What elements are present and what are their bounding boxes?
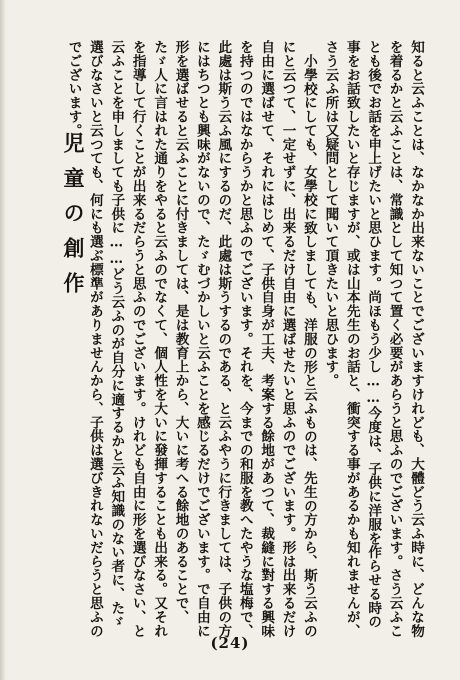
paragraph-1: 知ると云ふことは、なかなか出来ないことでございますけれども、大體どう云ふ時に、どんな物を着るかと云ふことは、常識として知つて置く必要があらうと思ふのでございます。さう云ふことも後でお話を申上げたいと思ひます。尚ほもう少し……今度は、子供に洋服を作らせる時の事をお話致したいと存じますが、或は山本先生のお話と、衝突する事があるかも知れませんが、さう云ふ所は又疑問として聞いて頂きたいと思ひます。 — [322, 40, 424, 638]
page-edge-shadow — [0, 0, 6, 680]
body-text — [62, 40, 426, 638]
paragraph-2: 小學校にしても、女學校に致しましても、洋服の形と云ふものは、先生の方から、斯う云ふのにと云つて、一定せずに、出来るだけ自由に選ばせたいと思ふのでございます。形は出来るだけ自由に選ばせて、それにはじめて、子供自身が工夫、考案する餘地があつて、裁縫に對する興味を持つのではなからうかと思ふのでございます。それを、今までの和服を教へたやうな塩梅で、此處は斯う云ふ風にするのだ、此處は斯うするのである、と云ふやうに行きましては、子供の方にはちつとも興味がないので、たゞむづかしいと云ふことを感じるだけでございます。で自由に形を選ばせると云ふことに付きましては、是は教育上から、大いに考へる餘地のあることで、たゞ人に言はれた通りをやると云ふのでなくて、個人性を大いに發揮することも出来る。又それを指導して行くことが出来るだらうと思ふのでございます。けれども自由に形を選びなさい、と云ふことを申しましても子供に……どう云ふのが自分に適するかと云ふ知識のない者に、たゞ選びなさいと云つても、何にも選ぶ標準がありませんから、子供は選びきれないだらうと思ふのでございます。 — [65, 40, 317, 638]
running-title: 児童の創作 — [61, 132, 85, 307]
page-number: (24) — [210, 634, 250, 652]
